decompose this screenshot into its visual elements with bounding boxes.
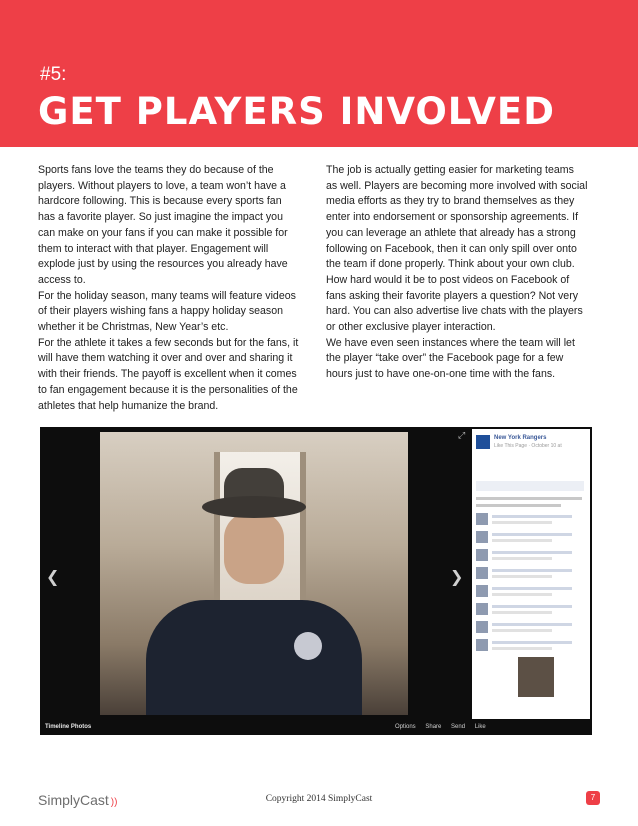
- page-name[interactable]: New York Rangers: [494, 435, 547, 441]
- like-link[interactable]: Like: [474, 724, 486, 730]
- paragraph: For the athlete it takes a few seconds but for the fans, it will have them watching it over and over and sharing it with their friends. The payoff is excellent when it comes to fan engagement because it is the personalities of the athletes that help humanize the brand.: [38, 336, 299, 412]
- player-jacket: [146, 600, 362, 715]
- comment-row: [476, 603, 584, 619]
- left-column: [38, 163, 300, 414]
- paragraph: The job is actually getting easier for marketing teams as well. Players are becoming more involved with social media efforts as they try to brand themselves as they enter into endorsement or sponsorship agreements. If you can leverage an athlete that already has a strong following on Facebook, then it can only spill over onto the team if done properly. Think about your own club. How hard would it be to post videos on Facebook of fans asking their favorite players a question? Not very hard. You can also advertise live chats with the players or other exclusive player interaction.: [326, 164, 588, 334]
- player-face: [224, 512, 284, 584]
- comment-row: [476, 531, 584, 547]
- hat-brim: [202, 496, 306, 518]
- options-link[interactable]: Options: [395, 724, 416, 730]
- section-number: #5:: [40, 64, 67, 85]
- page-title: GET PLAYERS INVOLVED: [38, 90, 555, 133]
- expand-icon[interactable]: ⤢: [458, 431, 466, 441]
- page-number: 7: [586, 791, 600, 805]
- like-comment-bar[interactable]: [476, 481, 584, 491]
- send-link[interactable]: Send: [451, 724, 466, 730]
- share-link[interactable]: Share: [425, 724, 442, 730]
- chevron-right-icon[interactable]: ❯: [450, 567, 464, 586]
- page-avatar[interactable]: [476, 435, 490, 449]
- photo-caption[interactable]: Timeline Photos: [45, 724, 92, 730]
- comment-row: [476, 549, 584, 565]
- header-banner: [0, 0, 638, 147]
- photo-actions: [395, 724, 494, 730]
- paragraph: For the holiday season, many teams will feature videos of their players wishing fans a happy holiday season whether it be Christmas, New Year’s etc.: [38, 289, 296, 334]
- comment-row: [476, 567, 584, 583]
- facebook-side-panel: [472, 429, 590, 719]
- copyright-text: Copyright 2014 SimplyCast: [265, 794, 373, 804]
- chevron-left-icon[interactable]: ❮: [46, 567, 60, 586]
- paragraph: We have even seen instances where the team will let the player “take over” the Facebook page for a few hours just to have one-on-one time with the fans.: [326, 336, 575, 381]
- paragraph: Sports fans love the teams they do because of the players. Without players to love, a team won’t have a hardcore following. This is because every sports fan has a favorite player. So just imagine the impact you can make on your fans if you can make it possible for them to interact with that player. Engagement will explode just by using the resources you already have access to.: [38, 164, 288, 286]
- facebook-photo-screenshot: [40, 427, 592, 735]
- comment-row: [476, 585, 584, 601]
- fb-post-header: [476, 435, 586, 457]
- post-text-lines: [476, 497, 582, 511]
- comment-row: [476, 639, 584, 655]
- player-photo: [100, 432, 408, 715]
- sidebar-thumbnail[interactable]: [518, 657, 554, 697]
- logo-text: SimplyCast: [38, 792, 109, 808]
- comment-row: [476, 621, 584, 637]
- right-column: [326, 163, 588, 383]
- comment-row: [476, 513, 584, 529]
- signal-icon: )): [110, 797, 118, 808]
- page-subline: Like This Page · October 10 at: [494, 443, 562, 449]
- team-logo-patch: [294, 632, 322, 660]
